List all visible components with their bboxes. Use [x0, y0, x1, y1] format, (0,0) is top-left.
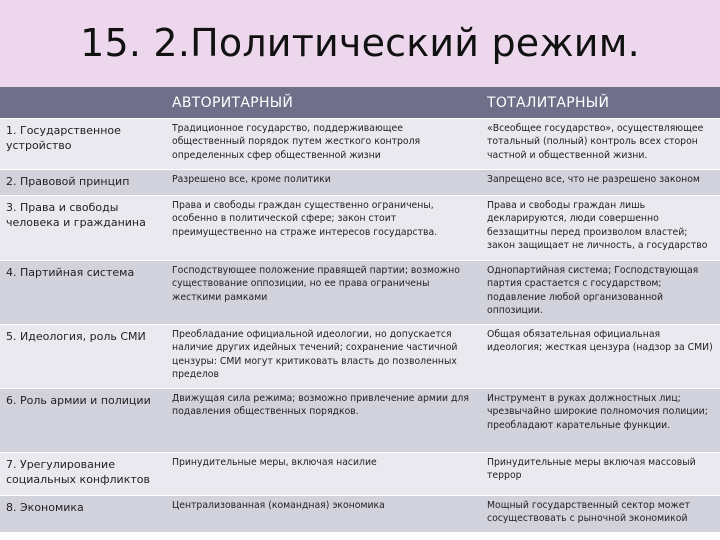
row-label: 4. Партийная система: [0, 261, 166, 325]
authoritarian-cell: Традиционное государство, поддерживающее общественный порядок путем жесткого контроля определенных сфер общественной жизни: [166, 119, 481, 170]
table-row: [0, 196, 720, 261]
authoritarian-cell: Преобладание официальной идеологии, но допускается наличие других идейных течений; сохранение частичной цензуры: СМИ могут критиковать власть до позволенных пределов: [166, 325, 481, 389]
totalitarian-cell: Принудительные меры включая массовый террор: [481, 453, 720, 496]
totalitarian-cell: Права и свободы граждан лишь декларируются, люди совершенно беззащитны перед произволом властей; закон защищает не личность, а государство: [481, 196, 720, 261]
authoritarian-cell: Централизованная (командная) экономика: [166, 496, 481, 533]
totalitarian-cell: Запрещено все, что не разрешено законом: [481, 170, 720, 196]
row-label: 5. Идеология, роль СМИ: [0, 325, 166, 389]
totalitarian-cell: Однопартийная система; Господствующая партия срастается с государством; подавление любой организованной оппозиции.: [481, 261, 720, 325]
row-label: 6. Роль армии и полиции: [0, 389, 166, 453]
row-label: 8. Экономика: [0, 496, 166, 533]
totalitarian-cell: «Всеобщее государство», осуществляющее тотальный (полный) контроль всех сторон частной и общественной жизни.: [481, 119, 720, 170]
table-header-row: [0, 87, 720, 119]
authoritarian-cell: Разрешено все, кроме политики: [166, 170, 481, 196]
row-label: 1. Государственное устройство: [0, 119, 166, 170]
header-totalitarian: ТОТАЛИТАРНЫЙ: [481, 87, 720, 119]
header-authoritarian: АВТОРИТАРНЫЙ: [166, 87, 481, 119]
table-row: [0, 389, 720, 453]
table-row: [0, 496, 720, 533]
row-label: 7. Урегулирование социальных конфликтов: [0, 453, 166, 496]
totalitarian-cell: Общая обязательная официальная идеология; жесткая цензура (надзор за СМИ): [481, 325, 720, 389]
authoritarian-cell: Господствующее положение правящей партии; возможно существование оппозиции, но ее права ограничены жесткими рамками: [166, 261, 481, 325]
table-row: [0, 453, 720, 496]
authoritarian-cell: Принудительные меры, включая насилие: [166, 453, 481, 496]
row-label: 2. Правовой принцип: [0, 170, 166, 196]
slide-title: 15. 2.Политический режим.: [80, 21, 640, 65]
row-label: 3. Права и свободы человека и гражданина: [0, 196, 166, 261]
header-empty: [0, 87, 166, 119]
table-row: [0, 261, 720, 325]
table-row: [0, 119, 720, 170]
table-row: [0, 170, 720, 196]
comparison-table: [0, 87, 720, 532]
table-row: [0, 325, 720, 389]
totalitarian-cell: Мощный государственный сектор может сосуществовать с рыночной экономикой: [481, 496, 720, 533]
authoritarian-cell: Движущая сила режима; возможно привлечение армии для подавления общественных порядков.: [166, 389, 481, 453]
totalitarian-cell: Инструмент в руках должностных лиц; чрезвычайно широкие полномочия полиции; преобладают карательные функции.: [481, 389, 720, 453]
authoritarian-cell: Права и свободы граждан существенно ограничены, особенно в политической сфере; закон стоит преимущественно на страже интересов государства.: [166, 196, 481, 261]
